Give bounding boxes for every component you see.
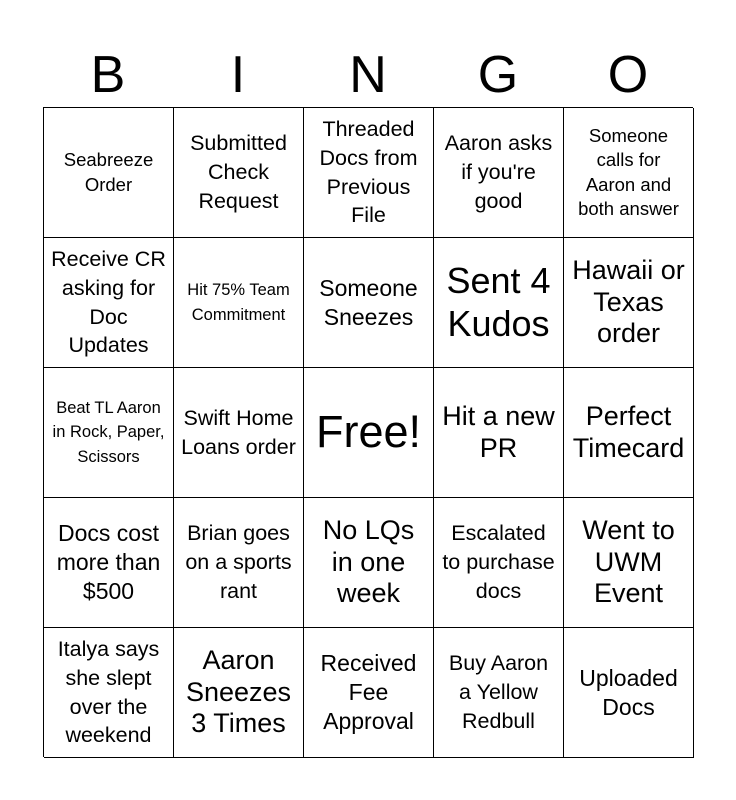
bingo-cell[interactable] xyxy=(174,628,304,758)
cell-label: Uploaded Docs xyxy=(579,664,678,720)
cell-label: Beat TL Aaron in Rock, Paper, Scissors xyxy=(52,398,165,466)
cell-label: Hit a new PR xyxy=(442,400,555,463)
cell-label: Hit 75% Team Commitment xyxy=(187,281,290,324)
cell-label: Sent 4 Kudos xyxy=(446,260,551,344)
cell-label: Italya says she slept over the weekend xyxy=(57,636,160,748)
bingo-cell[interactable] xyxy=(564,628,694,758)
bingo-cell[interactable] xyxy=(564,108,694,238)
cell-label: Aaron Sneezes 3 Times xyxy=(185,644,292,739)
bingo-cell[interactable] xyxy=(434,108,564,238)
bingo-cell[interactable] xyxy=(564,368,694,498)
cell-label: Submitted Check Request xyxy=(190,131,287,213)
cell-label: Went to UWM Event xyxy=(582,514,675,609)
bingo-cell[interactable] xyxy=(174,108,304,238)
cell-label: Receive CR asking for Doc Updates xyxy=(51,246,166,358)
bingo-cell[interactable] xyxy=(434,238,564,368)
cell-label: Seabreeze Order xyxy=(63,149,154,195)
bingo-cell[interactable] xyxy=(174,368,304,498)
bingo-cell[interactable] xyxy=(304,498,434,628)
bingo-cell[interactable] xyxy=(304,238,434,368)
header-letter-i: I xyxy=(230,46,246,104)
header-letter-g: G xyxy=(477,46,519,104)
bingo-cell[interactable] xyxy=(564,238,694,368)
bingo-cell[interactable] xyxy=(564,498,694,628)
bingo-board xyxy=(43,107,693,757)
bingo-cell[interactable] xyxy=(44,628,174,758)
bingo-cell[interactable] xyxy=(434,498,564,628)
cell-label: Hawaii or Texas order xyxy=(572,254,685,349)
header-letter-n: N xyxy=(349,46,387,104)
bingo-cell[interactable] xyxy=(174,238,304,368)
bingo-cell[interactable] xyxy=(304,628,434,758)
bingo-cell[interactable] xyxy=(44,368,174,498)
cell-label: Aaron asks if you're good xyxy=(444,131,553,213)
cell-label: No LQs in one week xyxy=(322,514,415,609)
cell-label: Docs cost more than $500 xyxy=(56,520,161,604)
cell-label: Someone Sneezes xyxy=(319,274,418,330)
cell-label: Received Fee Approval xyxy=(320,650,417,734)
bingo-header xyxy=(43,42,693,108)
cell-label: Threaded Docs from Previous File xyxy=(319,116,418,228)
bingo-cell[interactable] xyxy=(434,628,564,758)
free-space-cell[interactable] xyxy=(304,368,434,498)
bingo-cell[interactable] xyxy=(44,108,174,238)
bingo-cell[interactable] xyxy=(304,108,434,238)
cell-label: Brian goes on a sports rant xyxy=(185,521,292,603)
cell-label: Buy Aaron a Yellow Redbull xyxy=(448,651,549,733)
bingo-cell[interactable] xyxy=(434,368,564,498)
header-letter-o: O xyxy=(607,46,649,104)
bingo-cell[interactable] xyxy=(174,498,304,628)
bingo-cell[interactable] xyxy=(44,498,174,628)
cell-label: Swift Home Loans order xyxy=(181,405,296,459)
header-letter-b: B xyxy=(90,46,126,104)
cell-label: Escalated to purchase docs xyxy=(442,521,555,603)
cell-label: Someone calls for Aaron and both answer xyxy=(578,124,679,219)
free-space-label: Free! xyxy=(315,406,422,458)
cell-label: Perfect Timecard xyxy=(572,400,685,463)
bingo-cell[interactable] xyxy=(44,238,174,368)
